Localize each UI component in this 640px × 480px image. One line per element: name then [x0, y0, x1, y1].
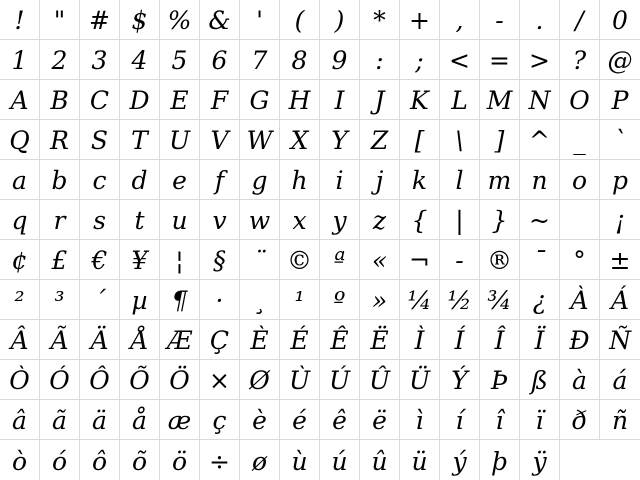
glyph-cell[interactable]: · — [200, 280, 240, 320]
glyph-cell[interactable]: l — [440, 160, 480, 200]
glyph-cell[interactable]: ú — [320, 440, 360, 480]
glyph-cell[interactable]: ò — [0, 440, 40, 480]
empty-cell[interactable] — [600, 440, 640, 480]
glyph-cell[interactable]: Ä — [80, 320, 120, 360]
glyph-cell[interactable]: x — [280, 200, 320, 240]
glyph-cell[interactable]: ß — [520, 360, 560, 400]
glyph-cell[interactable]: 1 — [0, 40, 40, 80]
glyph-cell[interactable]: f — [200, 160, 240, 200]
glyph-cell[interactable]: ¬ — [400, 240, 440, 280]
glyph-cell[interactable]: ¹ — [280, 280, 320, 320]
glyph-cell[interactable]: þ — [480, 440, 520, 480]
glyph-cell[interactable]: F — [200, 80, 240, 120]
glyph-cell[interactable]: Ø — [240, 360, 280, 400]
glyph-cell[interactable]: ë — [360, 400, 400, 440]
glyph-cell[interactable]: Í — [440, 320, 480, 360]
glyph-cell[interactable]: ² — [0, 280, 40, 320]
glyph-cell[interactable]: G — [240, 80, 280, 120]
glyph-cell[interactable]: Æ — [160, 320, 200, 360]
glyph-cell[interactable]: } — [480, 200, 520, 240]
glyph-cell[interactable]: Z — [360, 120, 400, 160]
glyph-cell[interactable]: > — [520, 40, 560, 80]
glyph-cell[interactable]: k — [400, 160, 440, 200]
glyph-cell[interactable]: - — [440, 240, 480, 280]
glyph-cell[interactable]: ¸ — [240, 280, 280, 320]
glyph-cell[interactable]: y — [320, 200, 360, 240]
glyph-cell[interactable]: p — [600, 160, 640, 200]
glyph-cell[interactable]: â — [0, 400, 40, 440]
glyph-cell[interactable]: ! — [0, 0, 40, 40]
glyph-cell[interactable]: + — [400, 0, 440, 40]
glyph-cell[interactable]: Ë — [360, 320, 400, 360]
glyph-cell[interactable]: ¯ — [520, 240, 560, 280]
glyph-cell[interactable]: Â — [0, 320, 40, 360]
glyph-cell[interactable]: ê — [320, 400, 360, 440]
glyph-cell[interactable]: é — [280, 400, 320, 440]
glyph-cell[interactable]: ¼ — [400, 280, 440, 320]
glyph-cell[interactable]: / — [560, 0, 600, 40]
glyph-cell[interactable]: e — [160, 160, 200, 200]
glyph-cell[interactable]: ¡ — [600, 200, 640, 240]
glyph-cell[interactable]: z — [360, 200, 400, 240]
glyph-cell[interactable]: º — [320, 280, 360, 320]
glyph-cell[interactable]: ã — [40, 400, 80, 440]
glyph-cell[interactable]: ç — [200, 400, 240, 440]
glyph-cell[interactable]: ï — [520, 400, 560, 440]
glyph-cell[interactable]: j — [360, 160, 400, 200]
glyph-cell[interactable]: û — [360, 440, 400, 480]
glyph-cell[interactable]: D — [120, 80, 160, 120]
glyph-cell[interactable]: è — [240, 400, 280, 440]
glyph-cell[interactable]: ¾ — [480, 280, 520, 320]
glyph-cell[interactable]: I — [320, 80, 360, 120]
glyph-cell[interactable]: ª — [320, 240, 360, 280]
glyph-cell[interactable]: © — [280, 240, 320, 280]
glyph-cell[interactable]: 5 — [160, 40, 200, 80]
glyph-cell[interactable]: ® — [480, 240, 520, 280]
glyph-cell[interactable]: È — [240, 320, 280, 360]
glyph-cell[interactable]: ± — [600, 240, 640, 280]
glyph-cell[interactable]: í — [440, 400, 480, 440]
glyph-cell[interactable]: { — [400, 200, 440, 240]
glyph-cell[interactable]: V — [200, 120, 240, 160]
glyph-cell[interactable]: ° — [560, 240, 600, 280]
glyph-cell[interactable]: 6 — [200, 40, 240, 80]
glyph-cell[interactable]: q — [0, 200, 40, 240]
glyph-cell[interactable]: : — [360, 40, 400, 80]
glyph-cell[interactable]: Ñ — [600, 320, 640, 360]
glyph-cell[interactable]: Ó — [40, 360, 80, 400]
glyph-cell[interactable]: Ö — [160, 360, 200, 400]
glyph-cell[interactable]: m — [480, 160, 520, 200]
glyph-cell[interactable]: Õ — [120, 360, 160, 400]
glyph-cell[interactable]: 7 — [240, 40, 280, 80]
glyph-cell[interactable]: ì — [400, 400, 440, 440]
glyph-cell[interactable]: ³ — [40, 280, 80, 320]
glyph-cell[interactable]: Î — [480, 320, 520, 360]
glyph-cell[interactable]: Ê — [320, 320, 360, 360]
glyph-cell[interactable]: % — [160, 0, 200, 40]
glyph-cell[interactable]: ý — [440, 440, 480, 480]
empty-cell[interactable] — [560, 200, 600, 240]
glyph-cell[interactable]: M — [480, 80, 520, 120]
glyph-cell[interactable]: , — [440, 0, 480, 40]
glyph-cell[interactable]: R — [40, 120, 80, 160]
glyph-cell[interactable]: ö — [160, 440, 200, 480]
glyph-cell[interactable]: Ý — [440, 360, 480, 400]
glyph-cell[interactable]: ´ — [80, 280, 120, 320]
glyph-cell[interactable]: 3 — [80, 40, 120, 80]
glyph-cell[interactable]: = — [480, 40, 520, 80]
glyph-cell[interactable]: ñ — [600, 400, 640, 440]
glyph-cell[interactable]: ¢ — [0, 240, 40, 280]
glyph-cell[interactable]: ½ — [440, 280, 480, 320]
glyph-cell[interactable]: å — [120, 400, 160, 440]
glyph-cell[interactable]: _ — [560, 120, 600, 160]
glyph-cell[interactable]: B — [40, 80, 80, 120]
glyph-cell[interactable]: @ — [600, 40, 640, 80]
glyph-cell[interactable]: Ú — [320, 360, 360, 400]
glyph-cell[interactable]: Ù — [280, 360, 320, 400]
glyph-cell[interactable]: Q — [0, 120, 40, 160]
glyph-cell[interactable]: § — [200, 240, 240, 280]
glyph-cell[interactable]: ð — [560, 400, 600, 440]
glyph-cell[interactable]: g — [240, 160, 280, 200]
glyph-cell[interactable]: < — [440, 40, 480, 80]
glyph-cell[interactable]: × — [200, 360, 240, 400]
glyph-cell[interactable]: ~ — [520, 200, 560, 240]
glyph-cell[interactable]: [ — [400, 120, 440, 160]
glyph-cell[interactable]: | — [440, 200, 480, 240]
glyph-cell[interactable]: n — [520, 160, 560, 200]
glyph-cell[interactable]: ó — [40, 440, 80, 480]
glyph-cell[interactable]: Y — [320, 120, 360, 160]
glyph-cell[interactable]: r — [40, 200, 80, 240]
glyph-cell[interactable]: S — [80, 120, 120, 160]
glyph-cell[interactable]: ô — [80, 440, 120, 480]
glyph-cell[interactable]: Á — [600, 280, 640, 320]
glyph-cell[interactable]: ¨ — [240, 240, 280, 280]
glyph-cell[interactable]: h — [280, 160, 320, 200]
glyph-cell[interactable]: J — [360, 80, 400, 120]
glyph-cell[interactable]: u — [160, 200, 200, 240]
glyph-cell[interactable]: µ — [120, 280, 160, 320]
glyph-cell[interactable]: Þ — [480, 360, 520, 400]
glyph-cell[interactable]: ø — [240, 440, 280, 480]
glyph-cell[interactable]: a — [0, 160, 40, 200]
glyph-cell[interactable]: Ð — [560, 320, 600, 360]
glyph-cell[interactable]: P — [600, 80, 640, 120]
glyph-cell[interactable]: ¶ — [160, 280, 200, 320]
glyph-cell[interactable]: \ — [440, 120, 480, 160]
glyph-cell[interactable]: X — [280, 120, 320, 160]
glyph-cell[interactable]: c — [80, 160, 120, 200]
glyph-cell[interactable]: & — [200, 0, 240, 40]
glyph-cell[interactable]: ä — [80, 400, 120, 440]
glyph-cell[interactable]: ÿ — [520, 440, 560, 480]
glyph-cell[interactable]: ü — [400, 440, 440, 480]
glyph-cell[interactable]: Ì — [400, 320, 440, 360]
glyph-cell[interactable]: ? — [560, 40, 600, 80]
glyph-cell[interactable]: C — [80, 80, 120, 120]
glyph-cell[interactable]: ^ — [520, 120, 560, 160]
glyph-cell[interactable]: õ — [120, 440, 160, 480]
glyph-cell[interactable]: á — [600, 360, 640, 400]
glyph-cell[interactable]: N — [520, 80, 560, 120]
glyph-cell[interactable]: U — [160, 120, 200, 160]
glyph-cell[interactable]: " — [40, 0, 80, 40]
glyph-cell[interactable]: # — [80, 0, 120, 40]
glyph-cell[interactable]: i — [320, 160, 360, 200]
glyph-cell[interactable]: « — [360, 240, 400, 280]
glyph-cell[interactable]: T — [120, 120, 160, 160]
glyph-cell[interactable]: ÷ — [200, 440, 240, 480]
glyph-cell[interactable]: É — [280, 320, 320, 360]
glyph-cell[interactable]: ) — [320, 0, 360, 40]
glyph-cell[interactable]: 8 — [280, 40, 320, 80]
glyph-cell[interactable]: £ — [40, 240, 80, 280]
glyph-cell[interactable]: $ — [120, 0, 160, 40]
glyph-cell[interactable]: Ç — [200, 320, 240, 360]
glyph-cell[interactable]: Ô — [80, 360, 120, 400]
glyph-cell[interactable]: ` — [600, 120, 640, 160]
glyph-cell[interactable]: o — [560, 160, 600, 200]
glyph-cell[interactable]: * — [360, 0, 400, 40]
glyph-cell[interactable]: Å — [120, 320, 160, 360]
glyph-cell[interactable]: À — [560, 280, 600, 320]
glyph-cell[interactable]: ; — [400, 40, 440, 80]
glyph-cell[interactable]: 9 — [320, 40, 360, 80]
glyph-cell[interactable]: H — [280, 80, 320, 120]
glyph-cell[interactable]: æ — [160, 400, 200, 440]
glyph-cell[interactable]: Ò — [0, 360, 40, 400]
glyph-cell[interactable]: ¦ — [160, 240, 200, 280]
glyph-cell[interactable]: W — [240, 120, 280, 160]
glyph-cell[interactable]: d — [120, 160, 160, 200]
glyph-cell[interactable]: L — [440, 80, 480, 120]
glyph-cell[interactable]: K — [400, 80, 440, 120]
glyph-cell[interactable]: » — [360, 280, 400, 320]
glyph-cell[interactable]: Û — [360, 360, 400, 400]
glyph-cell[interactable]: à — [560, 360, 600, 400]
glyph-cell[interactable]: t — [120, 200, 160, 240]
glyph-cell[interactable]: Ã — [40, 320, 80, 360]
glyph-cell[interactable]: 2 — [40, 40, 80, 80]
glyph-cell[interactable]: Ü — [400, 360, 440, 400]
glyph-cell[interactable]: î — [480, 400, 520, 440]
glyph-cell[interactable]: O — [560, 80, 600, 120]
glyph-cell[interactable]: w — [240, 200, 280, 240]
empty-cell[interactable] — [560, 440, 600, 480]
glyph-cell[interactable]: ] — [480, 120, 520, 160]
glyph-cell[interactable]: A — [0, 80, 40, 120]
glyph-cell[interactable]: ù — [280, 440, 320, 480]
glyph-cell[interactable]: ¥ — [120, 240, 160, 280]
glyph-cell[interactable]: ' — [240, 0, 280, 40]
glyph-cell[interactable]: - — [480, 0, 520, 40]
glyph-cell[interactable]: s — [80, 200, 120, 240]
glyph-cell[interactable]: ¿ — [520, 280, 560, 320]
glyph-cell[interactable]: b — [40, 160, 80, 200]
glyph-cell[interactable]: Ï — [520, 320, 560, 360]
glyph-cell[interactable]: E — [160, 80, 200, 120]
glyph-cell[interactable]: 4 — [120, 40, 160, 80]
glyph-cell[interactable]: . — [520, 0, 560, 40]
glyph-cell[interactable]: v — [200, 200, 240, 240]
glyph-cell[interactable]: € — [80, 240, 120, 280]
glyph-cell[interactable]: ( — [280, 0, 320, 40]
glyph-cell[interactable]: 0 — [600, 0, 640, 40]
